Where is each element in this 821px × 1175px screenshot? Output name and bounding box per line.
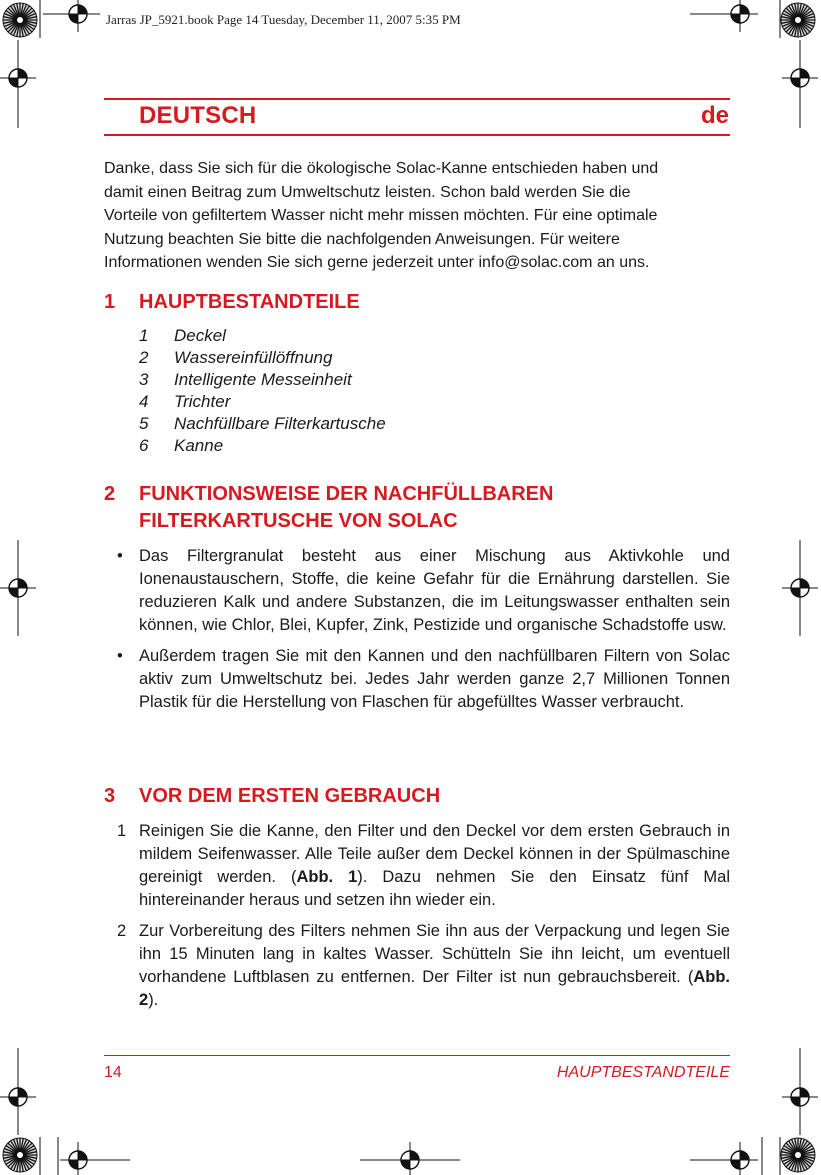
item-label: Kanne bbox=[174, 436, 224, 455]
parts-list bbox=[139, 325, 386, 457]
running-footer-section: HAUPTBESTANDTEILE bbox=[556, 1064, 730, 1081]
item-number: 6 bbox=[139, 436, 149, 455]
step-text: Reinigen Sie die Kanne, den Filter und den Deckel vor dem ersten Gebrauch in mildem Seifenwasser. Alle Teile außer dem Deckel können in der Spülmaschine gereinigt werden. ( bbox=[139, 822, 730, 886]
figure-reference: Abb. 2 bbox=[139, 968, 730, 1009]
bullet-text: Außerdem tragen Sie mit den Kannen und den nachfüllbaren Filtern von Solac aktiv zum Umweltschutz bei. Jedes Jahr werden ganze 2,7 Millionen Tonnen Plastik für die Herstellung von Flaschen für abgefülltes Wasser verbraucht. bbox=[139, 647, 730, 711]
step-item bbox=[104, 920, 730, 1012]
section-title-line: FILTERKARTUSCHE VON SOLAC bbox=[139, 510, 458, 532]
intro-line: Vorteile von gefiltertem Wasser nicht mehr missen möchten. Für eine optimale bbox=[104, 207, 658, 225]
header-top-rule bbox=[104, 98, 730, 100]
section-number: 2 bbox=[104, 483, 116, 505]
item-label: Nachfüllbare Filterkartusche bbox=[174, 414, 386, 433]
section-2-heading bbox=[104, 481, 730, 537]
intro-line: Nutzung beachten Sie bitte die nachfolgenden Anweisungen. Für weitere bbox=[104, 230, 620, 248]
item-number: 2 bbox=[139, 348, 149, 367]
language-code: de bbox=[700, 102, 729, 129]
section-number: 1 bbox=[104, 291, 116, 313]
step-number: 1 bbox=[117, 822, 127, 840]
list-item bbox=[139, 391, 386, 413]
item-label: Deckel bbox=[174, 326, 226, 345]
step-text: Zur Vorbereitung des Filters nehmen Sie ihn aus der Verpackung und legen Sie ihn 15 Minuten lang in kaltes Wasser. Schütteln Sie ihn leicht, um eventuell vorhandene Luftblasen zu entfernen. Der Filter ist nun gebrauchsbereit. ( bbox=[139, 922, 730, 986]
figure-reference: Abb. 1 bbox=[296, 868, 358, 886]
item-number: 4 bbox=[139, 392, 149, 411]
item-label: Intelligente Messeinheit bbox=[174, 370, 352, 389]
bullet-list bbox=[104, 545, 730, 722]
item-label: Trichter bbox=[174, 392, 231, 411]
print-slug: Jarras JP_5921.book Page 14 Tuesday, December 11, 2007 5:35 PM bbox=[106, 12, 461, 27]
section-title-line: FUNKTIONSWEISE DER NACHFÜLLBAREN bbox=[139, 483, 554, 505]
steps-list bbox=[104, 820, 730, 1020]
item-number: 1 bbox=[139, 326, 149, 345]
footer-rule bbox=[104, 1055, 730, 1056]
bullet-item bbox=[104, 545, 730, 637]
section-1-heading bbox=[104, 289, 730, 317]
bullet-text: Das Filtergranulat besteht aus einer Mischung aus Aktivkohle und Ionenaustauschern, Stoffe, die keine Gefahr für die Ernährung darstellen. Sie reduzieren Kalk und andere Substanzen, die im Leitungswasser enthalten sein können, wie Chlor, Blei, Kupfer, Zink, Pestizide und organische Schadstoffe usw. bbox=[139, 547, 730, 634]
section-3-heading bbox=[104, 783, 730, 811]
bullet-item bbox=[104, 645, 730, 714]
list-item bbox=[139, 369, 386, 391]
language-title: DEUTSCH bbox=[139, 102, 257, 129]
section-number: 3 bbox=[104, 785, 116, 807]
intro-line: Informationen wenden Sie sich gerne jederzeit unter info@solac.com an uns. bbox=[104, 254, 650, 272]
step-text: ). bbox=[148, 991, 159, 1009]
step-item bbox=[104, 820, 730, 912]
bullet-icon: • bbox=[117, 647, 123, 665]
intro-paragraph bbox=[104, 157, 730, 275]
step-text: ). Dazu nehmen Sie den Einsatz fünf Mal hintereinander heraus und setzen ihn wieder ein. bbox=[139, 868, 730, 909]
item-number: 5 bbox=[139, 414, 149, 433]
item-label: Wassereinfüllöffnung bbox=[174, 348, 333, 367]
item-number: 3 bbox=[139, 370, 149, 389]
section-title bbox=[139, 481, 699, 535]
intro-line: Danke, dass Sie sich für die ökologische Solac-Kanne entschieden haben und bbox=[104, 160, 659, 177]
bullet-icon: • bbox=[117, 547, 123, 565]
step-number: 2 bbox=[117, 922, 127, 940]
page-number: 14 bbox=[104, 1064, 122, 1081]
list-item bbox=[139, 347, 386, 369]
list-item bbox=[139, 413, 386, 435]
list-item bbox=[139, 325, 386, 347]
section-title: HAUPTBESTANDTEILE bbox=[139, 291, 360, 313]
header-bottom-rule bbox=[104, 134, 730, 136]
section-title: VOR DEM ERSTEN GEBRAUCH bbox=[139, 785, 441, 807]
list-item bbox=[139, 435, 386, 457]
intro-line: damit einen Beitrag zum Umweltschutz leisten. Schon bald werden Sie die bbox=[104, 183, 631, 201]
